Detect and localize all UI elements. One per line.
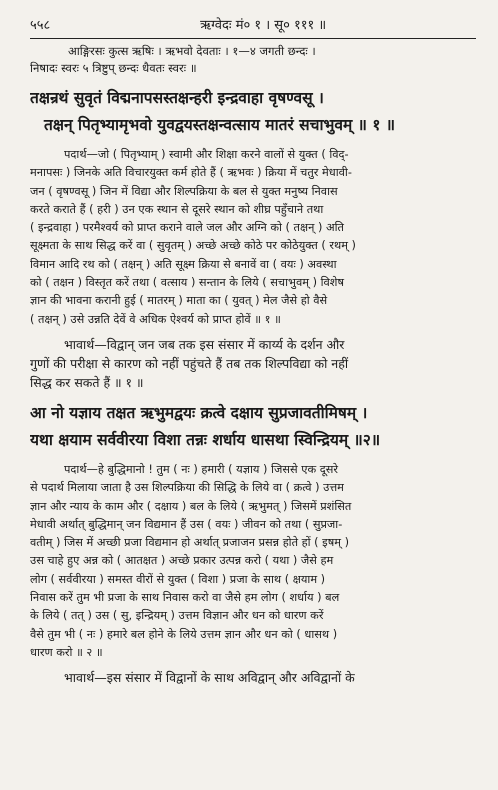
padartha-1-line: जन ( वृषण्वसू ) जिन में विद्या और शिल्पक्रिया के बल से युक्त मनुष्य निवास bbox=[30, 184, 338, 198]
padartha-1-line: ( इन्द्रवाहा ) परमैश्वर्य को प्राप्त कराने वाले जल और अग्नि को ( तक्षन् ) अति bbox=[30, 221, 344, 235]
padartha-1-line: मनापसः ) जिनके अति विचारयुक्त कर्म होते हैं ( ऋभवः ) क्रिया में चतुर मेधावी- bbox=[30, 166, 352, 180]
bhavartha-1-line: भावार्थ—विद्वान् जन जब तक इस संसार में कार्य्य के दर्शन और bbox=[64, 336, 345, 352]
bhavartha-2 bbox=[30, 668, 476, 687]
padartha-1-line: ( तक्षन् ) उसे उन्नति देवें वे अधिक ऐश्वर्य को प्राप्त होवें ॥ १ ॥ bbox=[30, 312, 281, 326]
mantra-2-line-1: आ नो यज्ञाय तक्षत ऋभुमद्वयः क्रत्वे दक्षाय सुप्रजावतीमिषम् । bbox=[30, 403, 368, 422]
padartha-2 bbox=[30, 461, 476, 662]
bhavartha-1-line: सिद्ध कर सकते हैं ॥ १ ॥ bbox=[30, 374, 144, 390]
running-title: ऋग्वेदः मं० १ । सू० १११ ॥ bbox=[200, 18, 327, 33]
padartha-2-line: वतीम् ) जिस में अच्छी प्रजा विद्यमान हो अर्थात् प्रजाजन प्रसन्न होते हों ( इषम् ) bbox=[30, 536, 349, 550]
mantra-2-line-2: यथा क्षयाम सर्ववीरया विशा तन्नः शर्धाय धासथा स्विन्द्रियम् ॥२॥ bbox=[30, 430, 381, 449]
padartha-2-line: धारण करो ॥ २ ॥ bbox=[30, 645, 103, 659]
padartha-2-line: के लिये ( तत् ) उस ( सु, इन्द्रियम् ) उत्तम विज्ञान और धन को धारण करें bbox=[30, 609, 324, 623]
bhavartha-2-line: भावार्थ—इस संसार में विद्वानों के साथ अविद्वान् और अविद्वानों के bbox=[64, 670, 355, 686]
hymn-metadata bbox=[30, 43, 476, 77]
padartha-2-line: उस चाहे हुए अन्न को ( आतक्षत ) अच्छे प्रकार उत्पन्न करो ( यथा ) जैसे हम bbox=[30, 554, 334, 568]
padartha-1-line: को ( तक्षन ) विस्तृत करें तथा ( वत्साय ) सन्तान के लिये ( सचाभुवम् ) विशेष bbox=[30, 276, 344, 290]
padartha-1-line: विमान आदि रथ को ( तक्षन् ) अति सूक्ष्म क्रिया से बनावें वा ( वयः ) अवस्था bbox=[30, 257, 337, 271]
padartha-2-line: लोग ( सर्ववीरया ) समस्त वीरों से युक्त ( विशा ) प्रजा के साथ ( क्षयाम ) bbox=[30, 572, 326, 586]
mantra-1-line-1: तक्षन्रथं सुवृतं विद्मनापसस्तक्षन्हरी इन्द्रवाहा वृषण्वसू । bbox=[30, 89, 324, 107]
padartha-2-line: से पदार्थ मिलाया जाता है उस शिल्पक्रिया की सिद्धि के लिये वा ( क्रत्वे ) उत्तम bbox=[30, 481, 344, 495]
bhavartha-label: भावार्थ bbox=[64, 670, 95, 686]
padartha-1-line: पदार्थ—जो ( पितृभ्याम् ) स्वामी और शिक्षा करने वालों से युक्त ( विद्- bbox=[64, 148, 349, 161]
page-number: ५५८ bbox=[30, 18, 51, 33]
padartha-1 bbox=[30, 146, 476, 329]
padartha-1-line: ज्ञान की भावना करानी हुई ( मातरम् ) माता का ( युवत् ) मेल जैसे हो वैसे bbox=[30, 294, 328, 308]
mantra-1 bbox=[30, 85, 476, 139]
padartha-label: पदार्थ bbox=[64, 462, 87, 476]
padartha-1-line: सूक्ष्मता के साथ सिद्ध करें वा ( सुवृतम् ) अच्छे अच्छे कोठे पर कोठेयुक्त ( रथम् ) bbox=[30, 239, 356, 253]
bhavartha-1 bbox=[30, 335, 476, 392]
padartha-2-line: ज्ञान और न्याय के काम और ( दक्षाय ) बल के लिये ( ऋभुमत् ) जिसमें प्रशंसित bbox=[30, 499, 352, 513]
padartha-1-line: करते कराते हैं ( हरी ) उन एक स्थान से दूसरे स्थान को शीघ्र पहुँचाने तथा bbox=[30, 202, 324, 216]
meta-line-rishi: आङ्गिरसः कुत्स ऋषिः । ऋभवो देवताः । १—४ जगती छन्दः । bbox=[68, 44, 316, 58]
running-header bbox=[30, 14, 476, 34]
meta-line-svara: निषादः स्वरः ५ त्रिष्टुप् छन्दः धैवतः स्वरः ॥ bbox=[30, 61, 197, 75]
mantra-2 bbox=[30, 400, 476, 454]
padartha-2-line: वैसे तुम भी ( नः ) हमारे बल होने के लिये उत्तम ज्ञान और धन को ( धासथ ) bbox=[30, 627, 338, 641]
padartha-label: पदार्थ bbox=[64, 148, 87, 161]
header-divider bbox=[30, 38, 476, 39]
bhavartha-label: भावार्थ bbox=[64, 336, 95, 352]
padartha-2-line: मेधावी अर्थात् बुद्धिमान् जन विद्यमान हैं उस ( वयः ) जीवन को तथा ( सुप्रजा- bbox=[30, 517, 343, 531]
padartha-2-line: पदार्थ—हे बुद्धिमानो ! तुम ( नः ) हमारी ( यज्ञाय ) जिससे एक दूसरे bbox=[64, 462, 338, 476]
bhavartha-1-line: गुणों की परीक्षा से कारण को नहीं पहुंचते हैं तब तक शिल्पविद्या को नहीं bbox=[30, 355, 349, 371]
mantra-1-line-2: तक्षन् पितृभ्यामृभवो युवद्वयस्तक्षन्वत्साय मातरं सचाभुवम् ॥ १ ॥ bbox=[44, 116, 396, 134]
padartha-2-line: निवास करें तुम भी प्रजा के साथ निवास करो वा जैसे हम लोग ( शर्धाय ) बल bbox=[30, 591, 340, 605]
